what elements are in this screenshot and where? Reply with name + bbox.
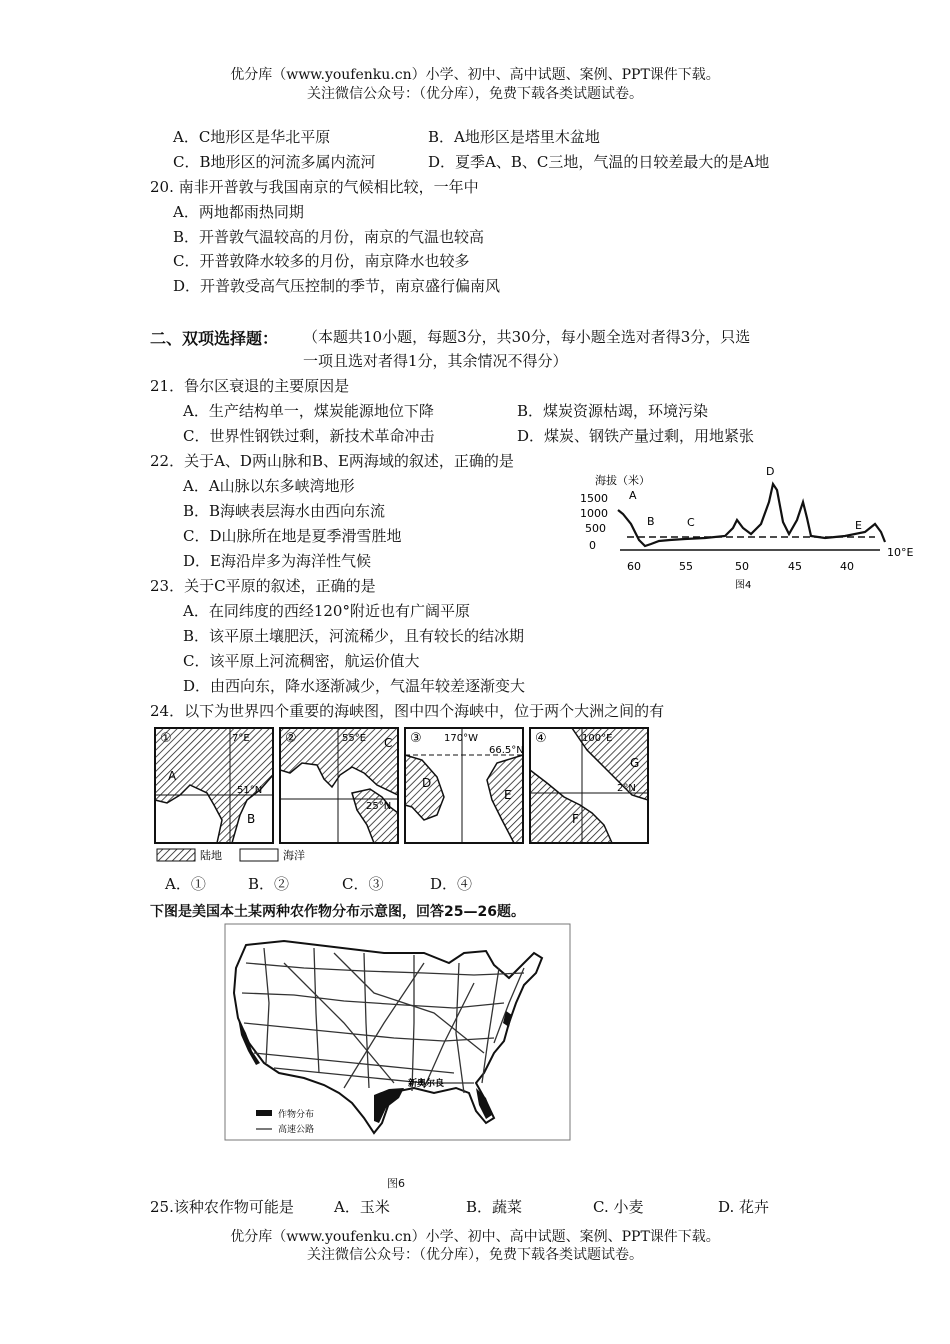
- fig4-point-e: E: [855, 519, 862, 532]
- map2-latitude: 25°N: [366, 801, 392, 812]
- map1-number: ①: [160, 731, 172, 746]
- map3-number: ③: [410, 731, 422, 746]
- fig4-ytick: 1000: [580, 507, 608, 520]
- footer-line-2: 关注微信公众号：（优分库），免费下载各类试题试卷。: [307, 1247, 643, 1263]
- city-new-orleans: 新奥尔良: [408, 1079, 445, 1089]
- fig4-ytick: 1500: [580, 492, 608, 505]
- fig4-caption: 图4: [735, 580, 752, 591]
- legend-land: 陆地: [200, 849, 222, 862]
- q21-option-d: D．煤炭、钢铁产量过剩，用地紧张: [517, 427, 755, 445]
- map3-latitude: 66.5°N: [489, 745, 524, 756]
- q25-intro: 下图是美国本土某两种农作物分布示意图，回答25—26题。: [150, 904, 525, 920]
- q24-option-b: B．②: [248, 875, 290, 893]
- legend-crop: 作物分布: [278, 1110, 315, 1120]
- q25-option-a: A．玉米: [334, 1198, 390, 1216]
- q21-option-b: B．煤炭资源枯竭，环境污染: [517, 402, 709, 420]
- strait-map-3: [405, 728, 524, 843]
- map4-label-f: F: [572, 812, 579, 826]
- fig4-ylabel: 海拔（米）: [595, 474, 650, 487]
- legend-land-swatch: [157, 849, 195, 861]
- map2-longitude: 55°E: [342, 733, 367, 744]
- q22-option-b: B．B海峡表层海水由西向东流: [183, 502, 386, 520]
- header-line-1: 优分库（www.youfenku.cn）小学、初中、高中试题、案例、PPT课件下载。: [230, 67, 720, 83]
- map4-label-g: G: [630, 756, 640, 770]
- strait-map-4: [530, 728, 648, 843]
- q19-option-c: C．B地形区的河流多属内流河: [173, 153, 376, 171]
- legend-crop-swatch: [256, 1110, 272, 1116]
- q20-option-d: D．开普敦受高气压控制的季节，南京盛行偏南风: [173, 277, 501, 295]
- q23-option-d: D．由西向东，降水逐渐减少，气温年较差逐渐变大: [183, 677, 526, 695]
- section-title: 二、双项选择题：: [150, 329, 279, 348]
- fig4-xtick: 50: [735, 560, 749, 573]
- q24-stem: 24．以下为世界四个重要的海峡图，图中四个海峡中，位于两个大洲之间的有: [150, 702, 665, 720]
- header-line-2: 关注微信公众号：（优分库），免费下载各类试题试卷。: [307, 86, 643, 102]
- legend-sea-swatch: [240, 849, 278, 861]
- q20-option-c: C．开普敦降水较多的月份，南京降水也较多: [173, 252, 470, 270]
- q21-option-a: A．生产结构单一，煤炭能源地位下降: [183, 402, 434, 420]
- fig4-point-a: A: [629, 489, 637, 502]
- q22-option-d: D．E海沿岸多为海洋性气候: [183, 552, 371, 570]
- q20-option-b: B．开普敦气温较高的月份，南京的气温也较高: [173, 228, 485, 246]
- q25-option-c: C. 小麦: [593, 1198, 644, 1216]
- figure-4-profile: [575, 462, 925, 592]
- map2-number: ②: [285, 731, 297, 746]
- fig4-xtick: 45: [788, 560, 802, 573]
- map1-label-b: B: [247, 812, 256, 826]
- map3-label-e: E: [504, 788, 512, 802]
- strait-map-1: [155, 728, 273, 843]
- map4-number: ④: [535, 731, 547, 746]
- fig4-point-d: D: [766, 465, 775, 478]
- q24-option-a: A．①: [165, 875, 206, 893]
- q19-option-d: D．夏季A、B、C三地，气温的日较差最大的是A地: [428, 153, 770, 171]
- fig4-point-b: B: [647, 515, 655, 528]
- q20-stem: 20. 南非开普敦与我国南京的气候相比较，一年中: [150, 178, 479, 196]
- q23-option-b: B．该平原土壤肥沃，河流稀少，且有较长的结冰期: [183, 627, 525, 645]
- q23-stem: 23．关于C平原的叙述，正确的是: [150, 577, 376, 595]
- fig4-xunit: 10°E: [887, 546, 914, 559]
- footer-line-1: 优分库（www.youfenku.cn）小学、初中、高中试题、案例、PPT课件下载。: [230, 1229, 720, 1245]
- fig4-xtick: 40: [840, 560, 854, 573]
- q20-option-a: A．两地都雨热同期: [173, 203, 304, 221]
- q21-stem: 21．鲁尔区衰退的主要原因是: [150, 377, 350, 395]
- figure-straits-maps: [152, 725, 652, 865]
- map1-label-a: A: [168, 769, 177, 783]
- legend-road: 高速公路: [278, 1125, 315, 1135]
- legend-sea: 海洋: [283, 849, 305, 862]
- section-note-2: 一项且选对者得1分，其余情况不得分）: [303, 352, 568, 370]
- map1-latitude: 51°N: [237, 785, 263, 796]
- q24-option-c: C．③: [342, 875, 384, 893]
- q21-option-c: C．世界性钢铁过剩，新技术革命冲击: [183, 427, 435, 445]
- q23-option-c: C．该平原上河流稠密，航运价值大: [183, 652, 420, 670]
- fig4-xtick: 55: [679, 560, 693, 573]
- q25-option-b: B．蔬菜: [466, 1198, 523, 1216]
- fig4-ytick: 500: [585, 522, 606, 535]
- map3-label-d: D: [422, 776, 432, 790]
- map1-longitude: 7°E: [232, 733, 250, 744]
- section-note-1: （本题共10小题，每题3分，共30分，每小题全选对者得3分，只选: [303, 328, 751, 346]
- strait-map-2: [280, 728, 398, 843]
- q25-option-d: D. 花卉: [718, 1198, 770, 1216]
- q24-option-d: D．④: [430, 875, 473, 893]
- q22-stem: 22．关于A、D两山脉和B、E两海域的叙述，正确的是: [150, 452, 514, 470]
- map4-latitude: 2°N: [617, 783, 636, 794]
- q19-option-b: B．A地形区是塔里木盆地: [428, 128, 600, 146]
- fig4-point-c: C: [687, 516, 695, 529]
- figure-6-us-map: [224, 923, 571, 1141]
- fig4-ytick: 0: [589, 539, 596, 552]
- q19-option-a: A．C地形区是华北平原: [173, 128, 331, 146]
- map2-label-c: C: [384, 736, 393, 750]
- map3-longitude: 170°W: [444, 733, 478, 744]
- q22-option-c: C．D山脉所在地是夏季滑雪胜地: [183, 527, 402, 545]
- q25-stem: 25.该种农作物可能是: [150, 1198, 294, 1216]
- q22-option-a: A．A山脉以东多峡湾地形: [183, 477, 355, 495]
- map4-longitude: 100°E: [582, 733, 613, 744]
- q23-option-a: A．在同纬度的西经120°附近也有广阔平原: [183, 602, 470, 620]
- fig4-xtick: 60: [627, 560, 641, 573]
- fig6-caption: 图6: [387, 1177, 405, 1190]
